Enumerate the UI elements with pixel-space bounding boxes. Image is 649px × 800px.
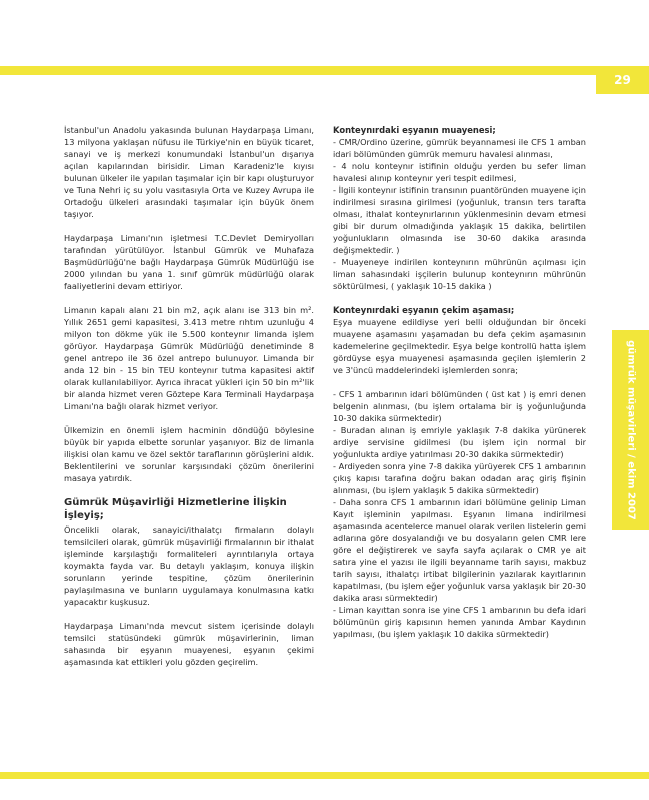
section-heading: Gümrük Müşavirliği Hizmetlerine İlişkin İşleyiş; [64, 497, 287, 521]
left-paragraph: İstanbul'un Anadolu yakasında bulunan Haydarpaşa Limanı, 13 milyona yaklaşan nüfusu ile Türkiye'nin en büyük ticaret, sanayi ve iş merkezi konumundaki İstanbul'un dışarıya açılan kapılarından birisidir. Liman Karadeniz'le kıyısı bulunan ülkeler ile yapılan taşımalar için bir kapı oluşturuyor ve Tuna Nehri iç su yolu vasıtasıyla Orta ve Kuzey Avrupa ile Ortadoğu ülkeleri arasındaki taşımalar için büyük önem taşıyor. [64, 125, 314, 219]
right-column [333, 124, 586, 640]
left-column [64, 124, 314, 680]
side-label: gümrük müşavirleri / ekim 2007 [625, 340, 636, 520]
left-paragraph: Haydarpaşa Limanı'nın işletmesi T.C.Devlet Demiryolları tarafından yürütülüyor. İstanbul Gümrük ve Muhafaza Başmüdürlüğü'ne bağlı Haydarpaşa Gümrük Müdürlüğü ise 2000 yılından bu yana 1. sınıf gümrük müdürlüğü olarak faaliyetlerini devam ettiriyor. [64, 233, 314, 291]
left-paragraph: Limanın kapalı alanı 21 bin m2, açık alanı ise 313 bin m². Yıllık 2651 gemi kapasitesi, 3.413 metre rıhtım uzunluğu 4 milyon ton dökme yük ile 5.500 konteynır limanda işlem görüyor. Haydarpaşa Gümrük Müdürlüğü denetiminde 8 genel antrepo ile 36 özel antrepo bulunuyor. Limanda bir anda 12 bin - 15 bin TEU konteynır tutma kapasitesi aktif olarak kullanılabiliyor. Ayrıca ihracat yükleri için 50 bin m²'lik bir alanda hizmet veren Göztepe Kara Terminali Haydarpaşa Limanı'na bağlı olarak hizmet veriyor. [64, 305, 314, 411]
top-accent-band [0, 66, 649, 75]
bullet-item: - 4 nolu konteynır istifinin olduğu yerden bu sefer liman havalesi alınıp konteynır yeri tespit edilmesi, [333, 161, 586, 183]
bullet-item: - İlgili konteynır istifinin transının puantöründen muayene için indirilmesi sırasına girilmesi (yoğunluk, transın ters tarafta olması, ithalat konteynırlarının yüklenmesinin devam etmesi gibi bir durum olmadığında yaklaşık 15 dakika, belirtilen yoğunlukların olmasında ise 30-60 dakika arasında değişmektedir. ) [333, 185, 586, 255]
bullet-item: - Muayeneye indirilen konteynırın mührünün açılması için liman sahasındaki işçilerin bulunup konteynırın mührünün söktürülmesi, ( yaklaşık 10-15 dakika ) [333, 257, 586, 291]
side-label-band [612, 330, 649, 530]
right-paragraph: Eşya muayene edildiyse yeri belli olduğundan bir önceki muayene aşamasını yaşamadan bu defa çekim aşamasının kademelerine geçilmektedir. Eşya belge kontrollü hatta işlem gördüyse eşya muayenesi aşamasında geçilen işlemlerin 2 ve 3'üncü maddelerindeki işlemlerden sonra; [333, 317, 586, 375]
bullet-item: - Buradan alınan iş emriyle yaklaşık 7-8 dakika yürünerek ardiye servisine gidilmesi (bu işlem için normal bir yoğunlukta ardiye yatırılması 20-30 dakika sürmektedir) [333, 425, 586, 459]
left-paragraph: Ülkemizin en önemli işlem hacminin döndüğü böylesine büyük bir yapıda elbette sorunlar yaşanıyor. Biz de limanla ilişkisi olan kamu ve özel sektör taraflarının görüşlerini aldık. Beklentilerini ve sorunlar karşısındaki çözüm önerilerini masaya yatırdık. [64, 425, 314, 483]
page-number: 29 [596, 66, 649, 94]
bullet-item: - Ardiyeden sonra yine 7-8 dakika yürüyerek CFS 1 ambarının çıkış kapısı tarafına doğru bakan odadan araç giriş fişinin alınması, (bu işlem yaklaşık 5 dakika sürmektedir) [333, 461, 586, 495]
subsection-heading: Konteynırdaki eşyanın çekim aşaması; [333, 305, 515, 315]
bullet-item: - CMR/Ordino üzerine, gümrük beyannamesi ile CFS 1 amban idari bölümünden gümrük memuru havalesi alınması, [333, 137, 586, 159]
bottom-accent-band [0, 772, 649, 779]
bullet-item: - CFS 1 ambarının idari bölümünden ( üst kat ) iş emri denen belgenin alınması, (bu işlem ortalama bir iş yoğunluğunda 10-30 dakika sürmektedir) [333, 389, 586, 423]
left-paragraph: Haydarpaşa Limanı'nda mevcut sistem içerisinde dolaylı temsilci statüsündeki gümrük müşavirlerinin, liman sahasında bir eşyanın muayenesi, eşyanın çekimi aşamasında kat ettikleri yolu gözden geçirelim. [64, 621, 314, 667]
left-paragraph: Öncelikli olarak, sanayici/ithalatçı firmaların dolaylı temsilcileri olarak, gümrük müşavirliği firmalarının bir ithalat işleminde karşılaştığı formaliteleri ayrıntılarıyla ortaya koymakta fayda var. Bu detaylı yaklaşım, konuya ilişkin sorunların yerinde tespitine, çözüm önerilerinin paylaşılmasına ve bunların uygulamaya konulmasına katkı yapacaktır kuşkusuz. [64, 525, 314, 607]
bullet-item: - Daha sonra CFS 1 ambarının idari bölümüne gelinip Liman Kayıt işleminin yapılması. Eşyanın limana indirilmesi aşamasında acentelerce manuel olarak verilen listelerin gemi adlarına göre dosyalandığı ve bu dosyaların gelen CMR lere göre el değiştirerek ve sayfa sayfa açılarak o CMR ye ait satıra yine el yazısı ile ilgili beyanname tarih sayısı, makbuz tarih sayısı, ithalatçı irtibat bilgilerinin yazılarak kayıtlarının kapatılması, (bu işlem eğer yoğunluk varsa yaklaşık bir 20-30 dakika arası sürmektedir) [333, 497, 586, 603]
bullet-item: - Liman kayıttan sonra ise yine CFS 1 ambarının bu defa idari bölümünün giriş kapısının hemen yanında Ambar Kaydının yapılması, (bu işlem yaklaşık 10 dakika sürmektedir) [333, 605, 586, 639]
subsection-heading: Konteynırdaki eşyanın muayenesi; [333, 125, 496, 135]
